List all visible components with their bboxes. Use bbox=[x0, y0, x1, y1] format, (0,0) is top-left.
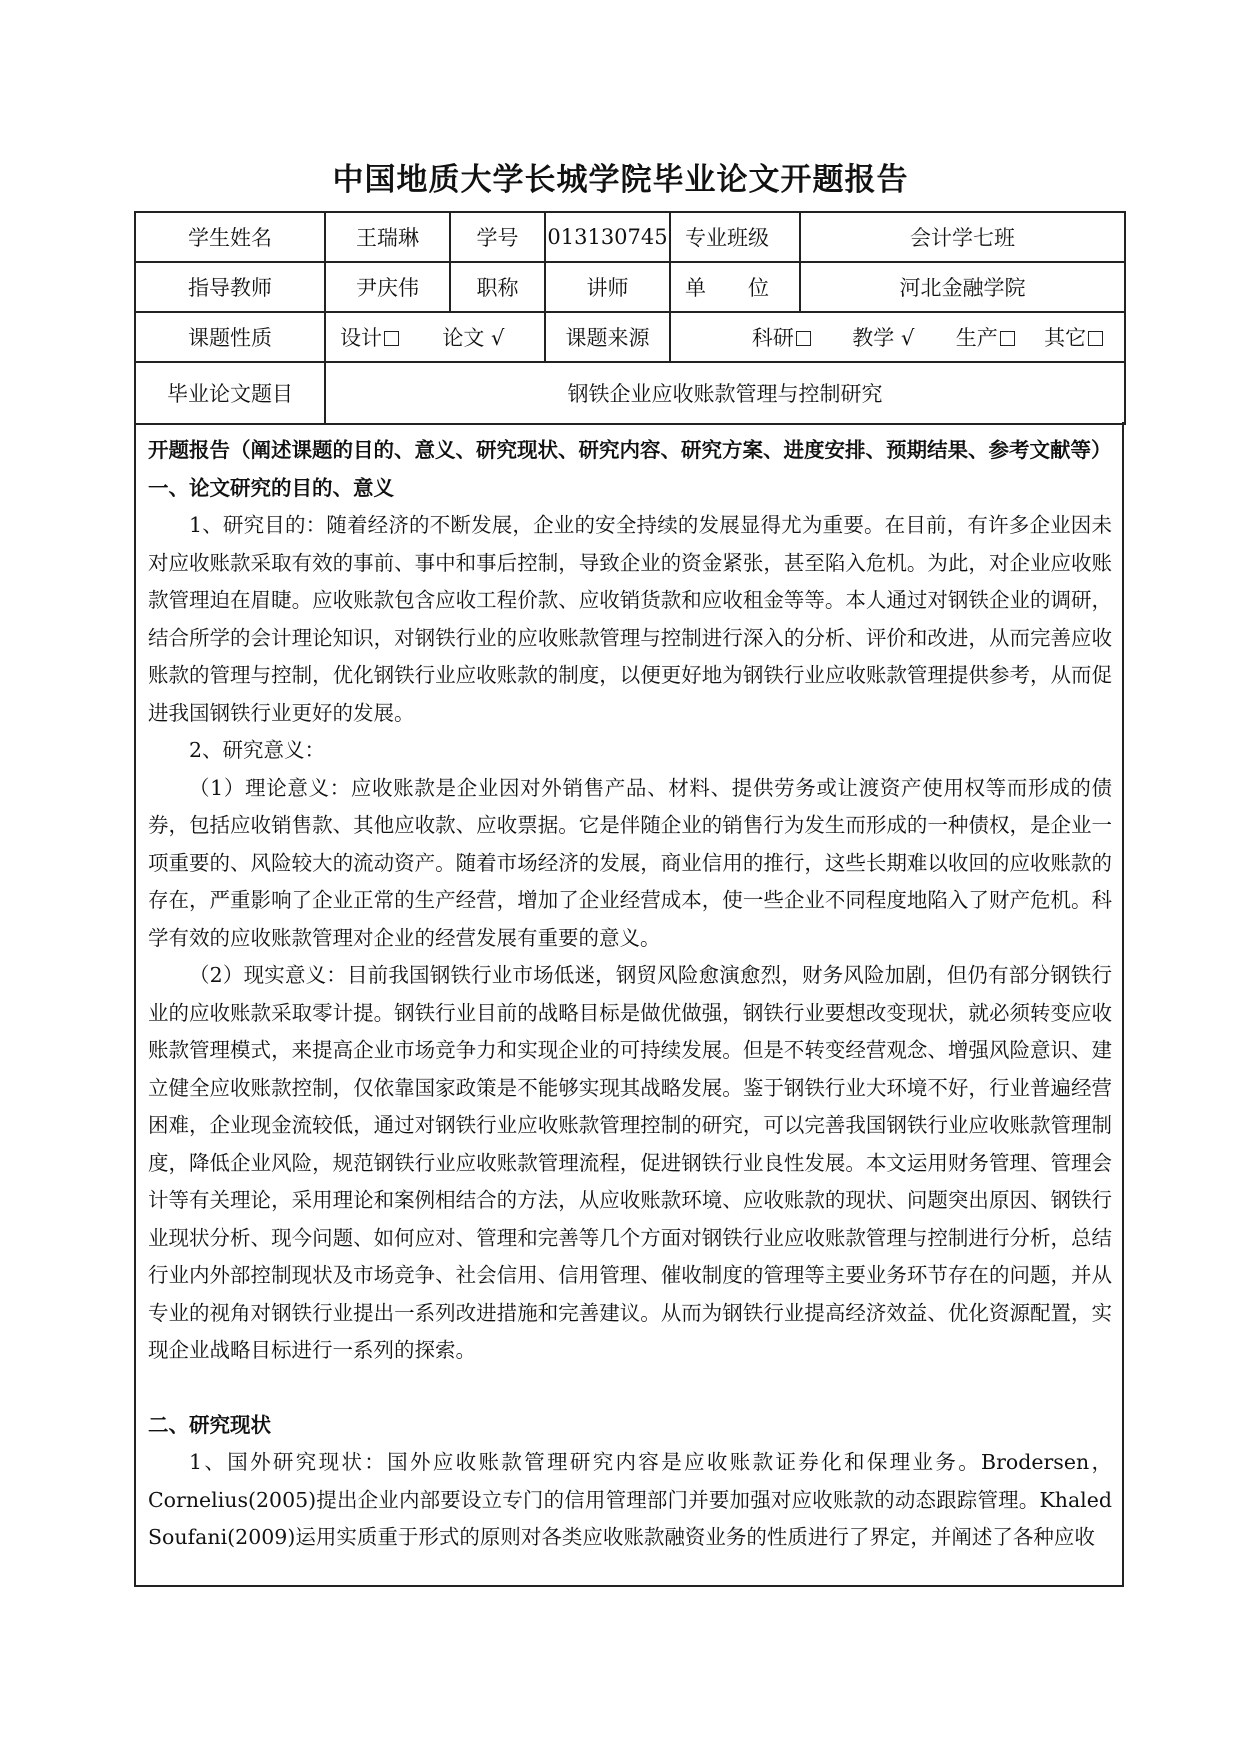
source-other: 其它 bbox=[1044, 326, 1087, 350]
checkbox-unchecked-icon bbox=[1000, 331, 1015, 346]
checkbox-unchecked-icon bbox=[1088, 331, 1103, 346]
source-production: 生产 bbox=[955, 326, 998, 350]
report-box bbox=[134, 422, 1124, 1587]
advisor-label: 指导教师 bbox=[135, 262, 325, 312]
nature-label: 课题性质 bbox=[135, 312, 325, 362]
student-name-label: 学生姓名 bbox=[135, 212, 325, 262]
class-value: 会计学七班 bbox=[800, 212, 1125, 262]
paragraph: （1）理论意义：应收账款是企业因对外销售产品、材料、提供劳务或让渡资产使用权等而形成的债券，包括应收销售款、其他应收款、应收票据。它是伴随企业的销售行为发生而形成的一种债权，是企业一项重要的、风险较大的流动资产。随着市场经济的发展，商业信用的推行，这些长期难以收回的应收账款的存在，严重影响了企业正常的生产经营，增加了企业经营成本，使一些企业不同程度地陷入了财产危机。科学有效的应收账款管理对企业的经营发展有重要的意义。 bbox=[148, 775, 1112, 950]
student-id-label: 学号 bbox=[450, 212, 545, 262]
page-title: 中国地质大学长城学院毕业论文开题报告 bbox=[332, 162, 909, 198]
rank-label: 职称 bbox=[450, 262, 545, 312]
table-row bbox=[135, 362, 1125, 424]
report-content bbox=[136, 422, 1122, 1557]
paragraph: （2）现实意义：目前我国钢铁行业市场低迷，钢贸风险愈演愈烈，财务风险加剧，但仍有部分钢铁行业的应收账款采取零计提。钢铁行业目前的战略目标是做优做强，钢铁行业要想改变现状，就必须转变应收账款管理模式，来提高企业市场竞争力和实现企业的可持续发展。但是不转变经营观念、增强风险意识、建立健全应收账款控制，仅依靠国家政策是不能够实现其战略发展。鉴于钢铁行业大环境不好，行业普遍经营困难，企业现金流较低，通过对钢铁行业应收账款管理控制的研究，可以完善我国钢铁行业应收账款管理制度，降低企业风险，规范钢铁行业应收账款管理流程，促进钢铁行业良性发展。本文运用财务管理、管理会计等有关理论，采用理论和案例相结合的方法，从应收账款环境、应收账款的现状、问题突出原因、钢铁行业现状分析、现今问题、如何应对、管理和完善等几个方面对钢铁行业应收账款管理与控制进行分析，总结行业内外部控制现状及市场竞争、社会信用、信用管理、催收制度的管理等主要业务环节存在的问题，并从专业的视角对钢铁行业提出一系列改进措施和完善建议。从而为钢铁行业提高经济效益、优化资源配置，实现企业战略目标进行一系列的探索。 bbox=[148, 963, 1112, 1362]
spacer bbox=[148, 1370, 1112, 1407]
nature-design: 设计 bbox=[340, 326, 382, 350]
thesis-title-value: 钢铁企业应收账款管理与控制研究 bbox=[325, 362, 1125, 424]
paragraph: 2、研究意义： bbox=[189, 738, 326, 762]
source-options bbox=[670, 312, 1125, 362]
table-row bbox=[135, 262, 1125, 312]
source-teaching: 教学 √ bbox=[852, 326, 915, 350]
checkbox-unchecked-icon bbox=[384, 331, 399, 346]
unit-value: 河北金融学院 bbox=[800, 262, 1125, 312]
report-heading: 开题报告（阐述课题的目的、意义、研究现状、研究内容、研究方案、进度安排、预期结果、参考文献等） bbox=[148, 438, 1112, 462]
student-id-value: 013130745 bbox=[545, 212, 670, 262]
source-label: 课题来源 bbox=[545, 312, 670, 362]
class-label: 专业班级 bbox=[670, 212, 800, 262]
checkbox-unchecked-icon bbox=[796, 331, 811, 346]
paragraph: 1、国外研究现状：国外应收账款管理研究内容是应收账款证券化和保理业务。Brodersen，Cornelius(2005)提出企业内部要设立专门的信用管理部门并要加强对应收账款的动态跟踪管理。Khaled Soufani(2009)运用实质重于形式的原则对各类应收账款融资业务的性质进行了界定，并阐述了各种应收 bbox=[148, 1450, 1112, 1549]
unit-label: 单 位 bbox=[670, 262, 800, 312]
table-row bbox=[135, 212, 1125, 262]
nature-options bbox=[325, 312, 545, 362]
section-title: 二、研究现状 bbox=[148, 1412, 271, 1437]
nature-thesis: 论文 √ bbox=[442, 326, 505, 350]
table-row bbox=[135, 312, 1125, 362]
section-title: 一、论文研究的目的、意义 bbox=[148, 475, 394, 500]
info-table bbox=[134, 211, 1126, 425]
source-research: 科研 bbox=[751, 326, 794, 350]
student-name-value: 王瑞琳 bbox=[325, 212, 450, 262]
paragraph: 1、研究目的：随着经济的不断发展，企业的安全持续的发展显得尤为重要。在目前，有许多企业因未对应收账款采取有效的事前、事中和事后控制，导致企业的资金紧张，甚至陷入危机。为此，对企业应收账款管理迫在眉睫。应收账款包含应收工程价款、应收销货款和应收租金等等。本人通过对钢铁企业的调研，结合所学的会计理论知识，对钢铁行业的应收账款管理与控制进行深入的分析、评价和改进，从而完善应收账款的管理与控制，优化钢铁行业应收账款的制度，以便更好地为钢铁行业应收账款管理提供参考，从而促进我国钢铁行业更好的发展。 bbox=[148, 513, 1112, 725]
advisor-value: 尹庆伟 bbox=[325, 262, 450, 312]
rank-value: 讲师 bbox=[545, 262, 670, 312]
thesis-title-label: 毕业论文题目 bbox=[135, 362, 325, 424]
